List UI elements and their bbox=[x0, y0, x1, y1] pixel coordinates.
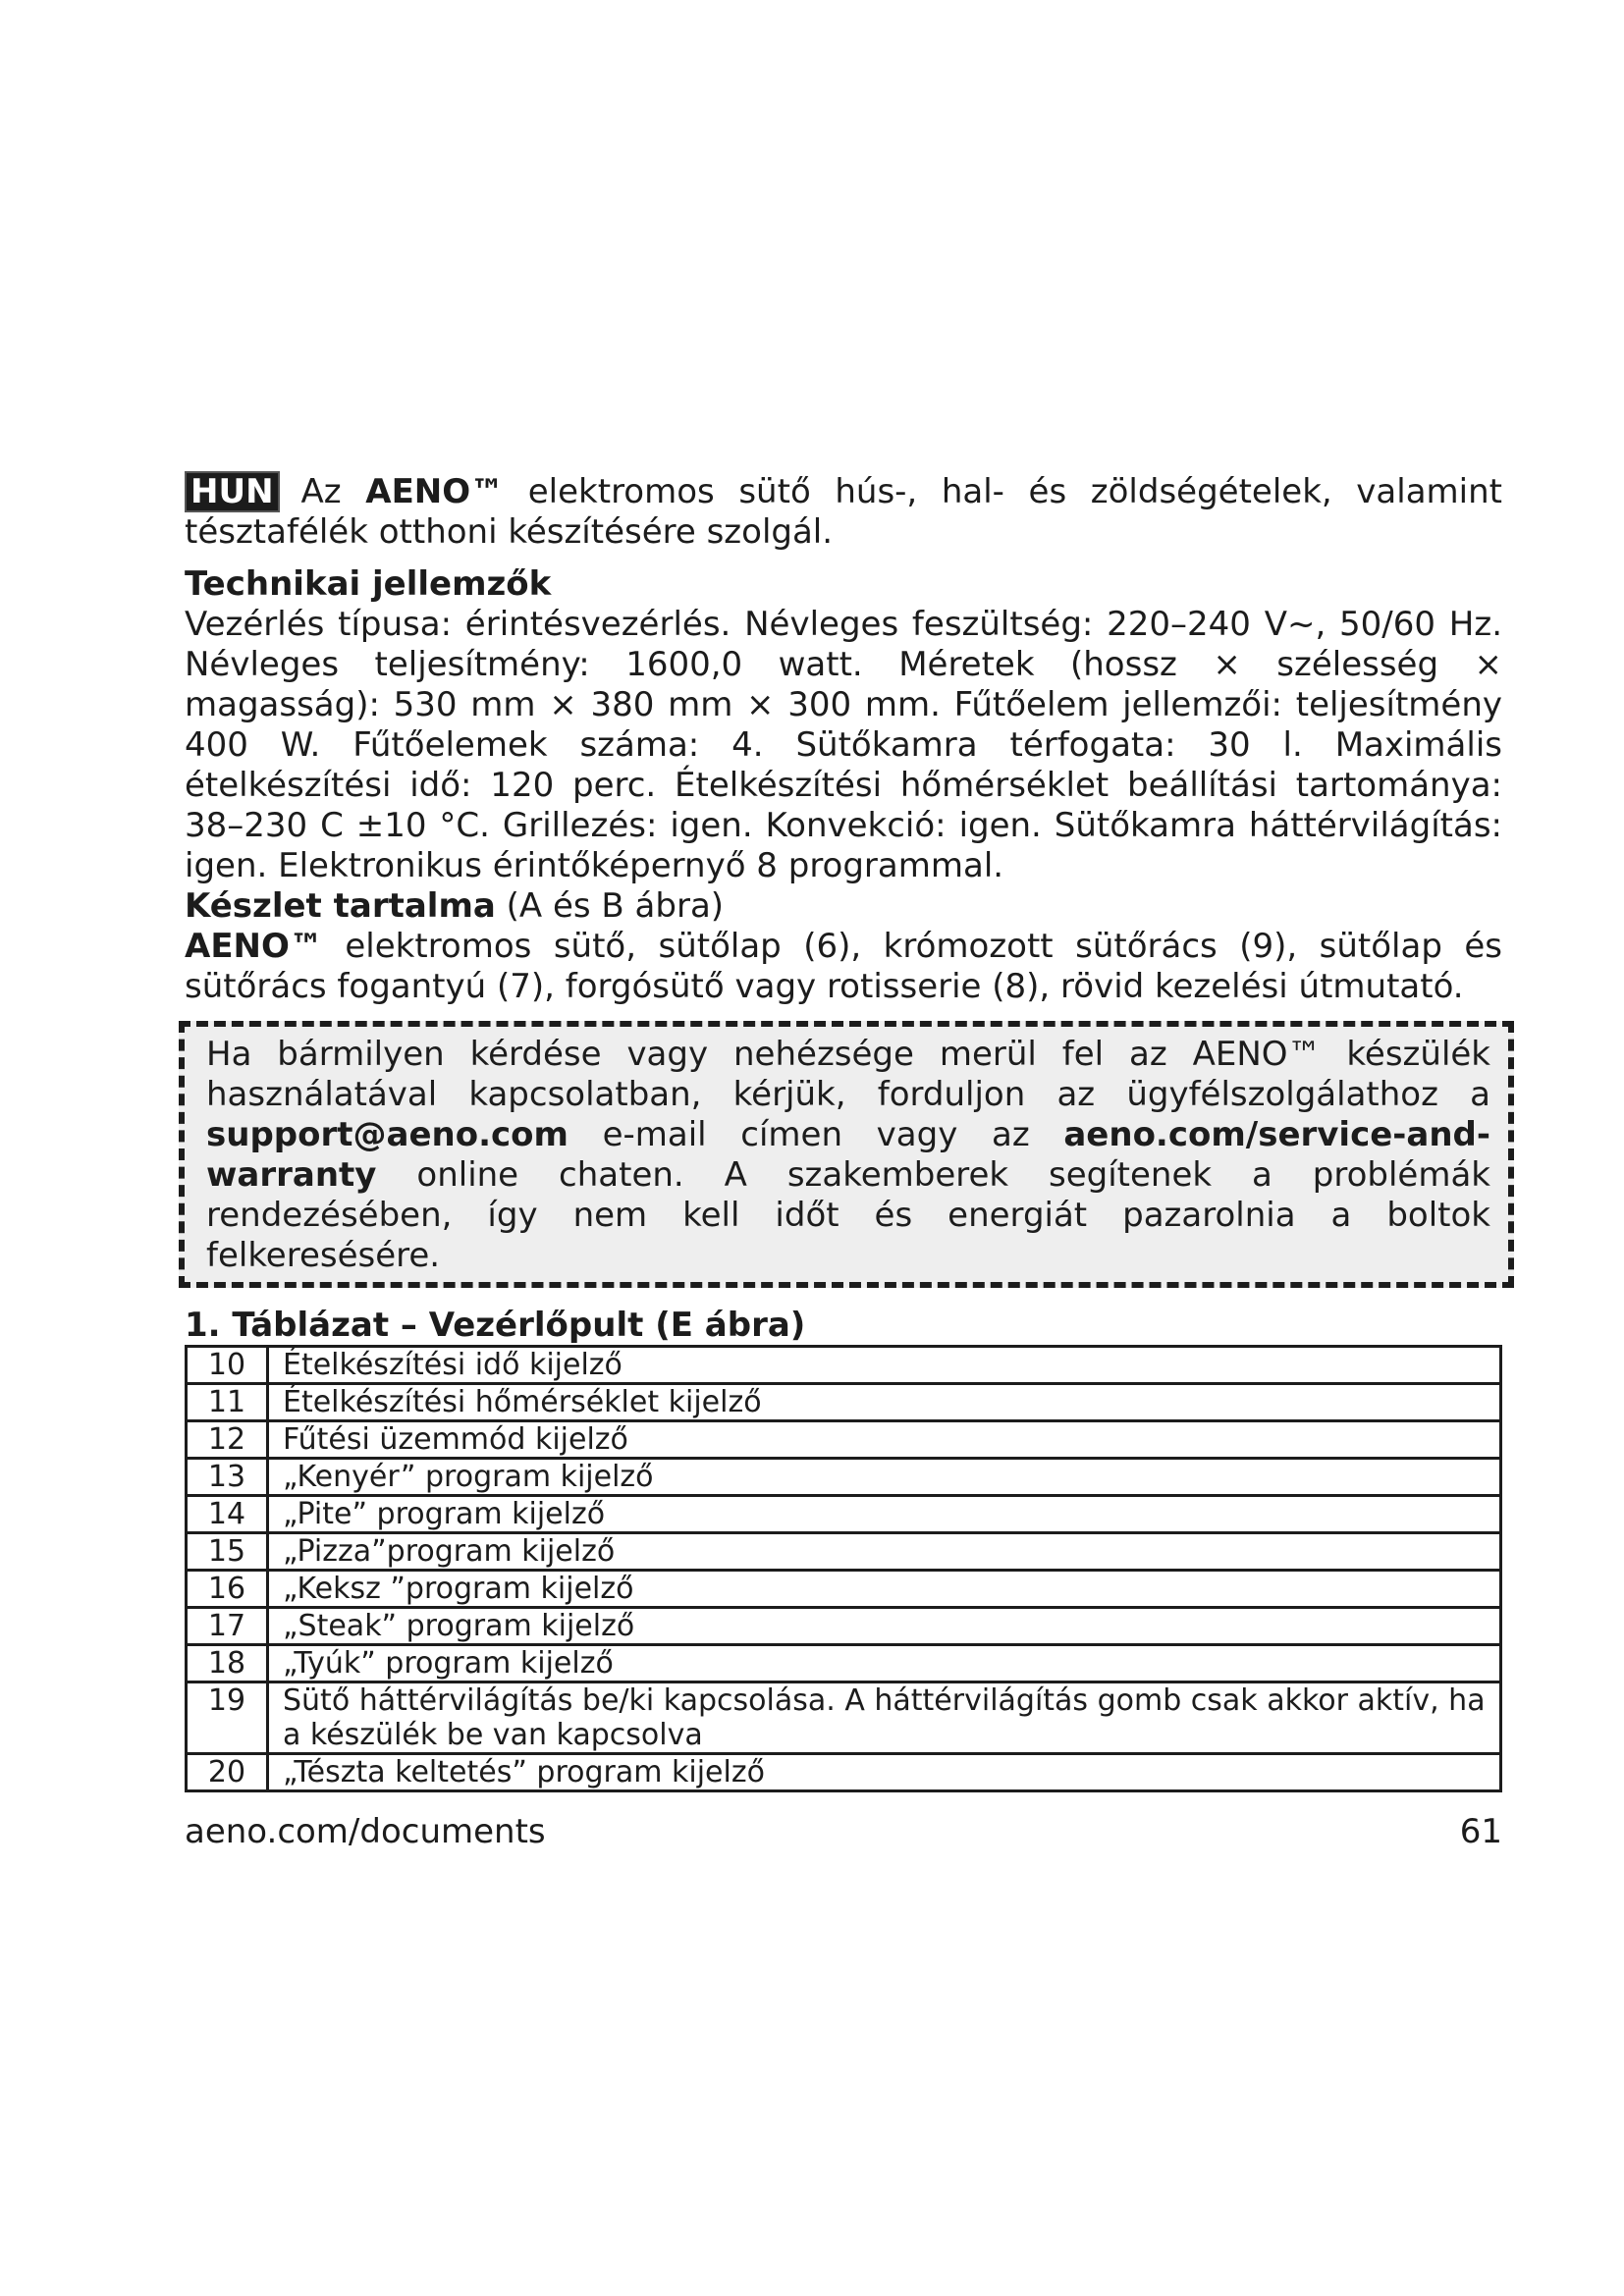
table-row bbox=[187, 1496, 1501, 1533]
kit-heading-suffix: (A és B ábra) bbox=[506, 886, 725, 926]
table-row bbox=[187, 1682, 1501, 1754]
page-number: 61 bbox=[1459, 1812, 1502, 1851]
control-panel-table bbox=[185, 1345, 1502, 1792]
row-description: Sütő háttérvilágítás be/ki kapcsolása. A háttérvilágítás gomb csak akkor aktív, ha a készülék be van kapcsolva bbox=[268, 1682, 1501, 1754]
row-description: Ételkészítési hőmérséklet kijelző bbox=[268, 1384, 1501, 1421]
row-description: Fűtési üzemmód kijelző bbox=[268, 1421, 1501, 1459]
row-number: 11 bbox=[187, 1384, 268, 1421]
row-description: „Tészta keltetés” program kijelző bbox=[268, 1754, 1501, 1791]
table-row bbox=[187, 1533, 1501, 1571]
table-row bbox=[187, 1384, 1501, 1421]
kit-paragraph bbox=[185, 927, 1502, 1007]
row-number: 12 bbox=[187, 1421, 268, 1459]
row-description: „Kenyér” program kijelző bbox=[268, 1459, 1501, 1496]
kit-text: elektromos sütő, sütőlap (6), krómozott sütőrács (9), sütőlap és sütőrács fogantyú (7), forgósütő vagy rotisserie (8), rövid kezelési útmutató. bbox=[185, 927, 1503, 1006]
table-row bbox=[187, 1608, 1501, 1645]
row-number: 10 bbox=[187, 1347, 268, 1384]
tech-paragraph: Vezérlés típusa: érintésvezérlés. Névleges feszültség: 220–240 V~, 50/60 Hz. Névleges teljesítmény: 1600,0 watt. Méretek (hossz × szélesség × magasság): 530 mm × 380 mm × 300 mm. Fűtőelem jellemzői: teljesítmény 400 W. Fűtőelemek száma: 4. Sütőkamra térfogata: 30 l. Maximális ételkészítési idő: 120 perc. Ételkészítési hőmérséklet beállítási tartománya: 38–230 C ±10 °C. Grillezés: igen. Konvekció: igen. Sütőkamra háttérvilágítás: igen. Elektronikus érintőképernyő 8 programmal. bbox=[185, 605, 1502, 885]
row-description: Ételkészítési idő kijelző bbox=[268, 1347, 1501, 1384]
service-warranty-link[interactable]: aeno.com/service-and-warranty bbox=[206, 1115, 1491, 1195]
language-badge: HUN bbox=[185, 471, 280, 512]
notice-text-2: e-mail címen vagy az bbox=[602, 1115, 1030, 1154]
row-number: 13 bbox=[187, 1459, 268, 1496]
table-row bbox=[187, 1754, 1501, 1791]
manual-page bbox=[185, 471, 1502, 1792]
row-number: 15 bbox=[187, 1533, 268, 1571]
kit-brand: AENO™ bbox=[185, 927, 323, 966]
row-description: „Pite” program kijelző bbox=[268, 1496, 1501, 1533]
row-number: 14 bbox=[187, 1496, 268, 1533]
footer-url[interactable]: aeno.com/documents bbox=[185, 1812, 546, 1851]
table-row bbox=[187, 1571, 1501, 1608]
row-number: 17 bbox=[187, 1608, 268, 1645]
table-row bbox=[187, 1347, 1501, 1384]
row-number: 19 bbox=[187, 1682, 268, 1754]
row-number: 18 bbox=[187, 1645, 268, 1682]
row-description: „Pizza”program kijelző bbox=[268, 1533, 1501, 1571]
kit-heading: Készlet tartalma bbox=[185, 886, 496, 926]
table-row bbox=[187, 1645, 1501, 1682]
row-description: „Keksz ”program kijelző bbox=[268, 1571, 1501, 1608]
tech-heading: Technikai jellemzők bbox=[185, 564, 552, 604]
table-body bbox=[187, 1347, 1501, 1791]
notice-text-1: Ha bármilyen kérdése vagy nehézsége merül fel az AENO™ készülék használatával kapcsolatban, kérjük, forduljon az ügyfélszolgálathoz a bbox=[206, 1035, 1490, 1114]
support-email-link[interactable]: support@aeno.com bbox=[206, 1115, 568, 1154]
row-number: 16 bbox=[187, 1571, 268, 1608]
intro-lead: Az bbox=[300, 472, 342, 511]
support-notice-box bbox=[179, 1021, 1514, 1288]
kit-heading-line bbox=[185, 886, 1502, 927]
row-description: „Steak” program kijelző bbox=[268, 1608, 1501, 1645]
table-row bbox=[187, 1421, 1501, 1459]
intro-brand: AENO™ bbox=[365, 472, 505, 511]
intro-paragraph bbox=[185, 471, 1502, 553]
table-title: 1. Táblázat – Vezérlőpult (E ábra) bbox=[185, 1306, 806, 1345]
table-row bbox=[187, 1459, 1501, 1496]
intro-text: elektromos sütő hús-, hal- és zöldségételek, valamint tésztafélék otthoni készítésére szolgál. bbox=[185, 472, 1502, 552]
row-description: „Tyúk” program kijelző bbox=[268, 1645, 1501, 1682]
row-number: 20 bbox=[187, 1754, 268, 1791]
notice-text-3: online chaten. A szakemberek segítenek a problémák rendezésében, így nem kell időt és energiát pazarolnia a boltok felkeresésére. bbox=[206, 1155, 1490, 1275]
